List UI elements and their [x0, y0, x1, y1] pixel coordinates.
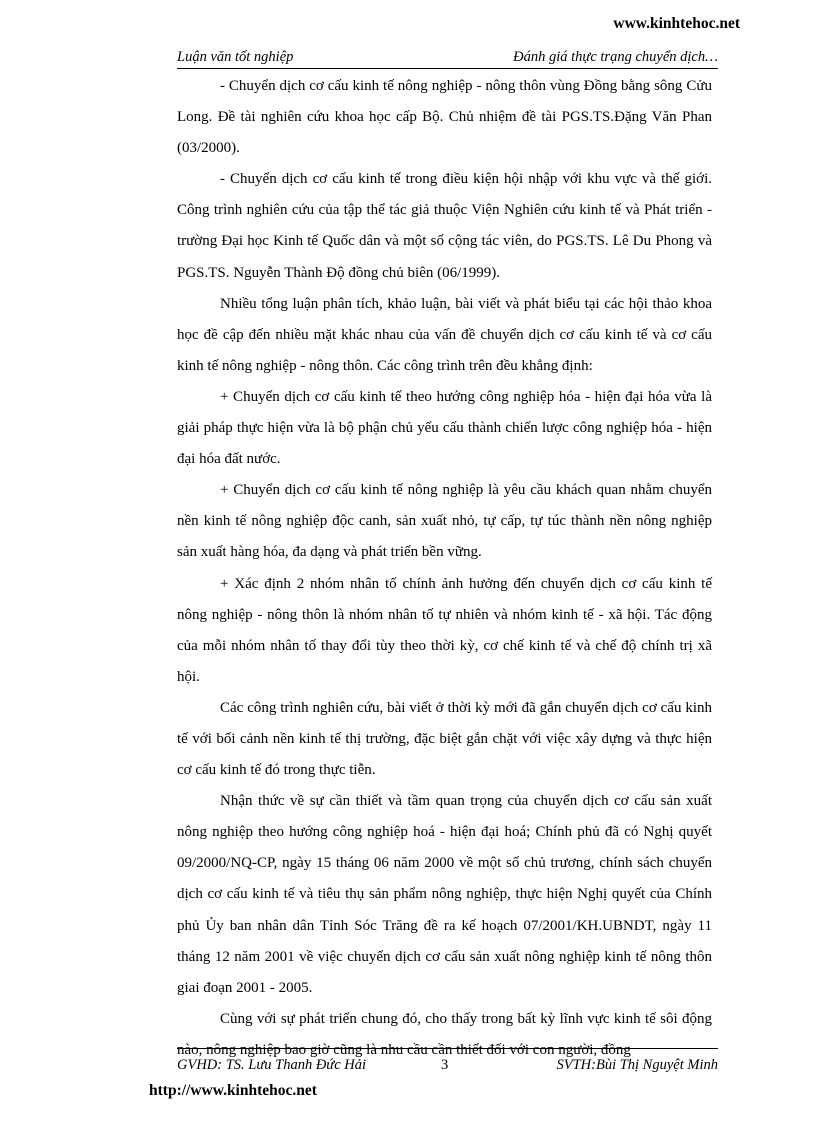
- site-url-top: www.kinhtehoc.net: [613, 15, 740, 32]
- paragraph: Cùng với sự phát triển chung đó, cho thấy trong bất kỳ lĩnh vực kinh tế sôi động nào, nông nghiệp bao giờ cũng là nhu cầu cần thiết đối với con người, đồng: [177, 1010, 712, 1058]
- paragraph: - Chuyển dịch cơ cấu kinh tế nông nghiệp - nông thôn vùng Đồng bằng sông Cửu Long. Đề tài nghiên cứu khoa học cấp Bộ. Chủ nhiệm đề tài PGS.TS.Đặng Văn Phan (03/2000).: [177, 78, 712, 157]
- paragraph: Các công trình nghiên cứu, bài viết ở thời kỳ mới đã gắn chuyển dịch cơ cấu kinh tế với bối cảnh nền kinh tế thị trường, đặc biệt gắn chặt với việc xây dựng và thực hiện cơ cấu kinh tế đó trong thực tiễn.: [177, 699, 712, 779]
- page-number: 3: [441, 1057, 449, 1073]
- paragraph: + Xác định 2 nhóm nhân tố chính ảnh hưởng đến chuyển dịch cơ cấu kinh tế nông nghiệp - nông thôn là nhóm nhân tố tự nhiên và nhóm kinh tế - xã hội. Tác động của mỗi nhóm nhân tố thay đổi tùy theo thời kỳ, cơ chế kinh tế và chế độ chính trị xã hội.: [177, 575, 712, 685]
- paragraph: + Chuyển dịch cơ cấu kinh tế nông nghiệp là yêu cầu khách quan nhằm chuyển nền kinh tế nông nghiệp độc canh, sản xuất nhỏ, tự cấp, tự túc thành nền nông nghiệp sản xuất hàng hóa, đa dạng và phát triển bền vững.: [177, 482, 712, 561]
- header-chapter-title: Đánh giá thực trạng chuyển dịch…: [513, 49, 718, 65]
- page-body: [177, 71, 712, 1066]
- footer-advisor: GVHD: TS. Lưu Thanh Đức Hải: [177, 1057, 367, 1073]
- paragraph: - Chuyển dịch cơ cấu kinh tế trong điều kiện hội nhập với khu vực và thế giới. Công trình nghiên cứu của tập thể tác giả thuộc Viện Nghiên cứu kinh tế và Phát triển - trường Đại học Kinh tế Quốc dân và một số cộng tác viên, do PGS.TS. Lê Du Phong và PGS.TS. Nguyễn Thành Độ đồng chủ biên (06/1999).: [177, 171, 712, 281]
- paragraph: Nhiều tổng luận phân tích, khảo luận, bài viết và phát biểu tại các hội thảo khoa học đề cập đến nhiều mặt khác nhau của vấn đề chuyển dịch cơ cấu kinh tế và cơ cấu kinh tế nông nghiệp - nông thôn. Các công trình trên đều khẳng định:: [177, 295, 712, 374]
- page-footer: [177, 1048, 718, 1073]
- paragraph: Nhận thức về sự cần thiết và tầm quan trọng của chuyển dịch cơ cấu sản xuất nông nghiệp theo hướng công nghiệp hoá - hiện đại hoá; Chính phủ đã có Nghị quyết 09/2000/NQ-CP, ngày 15 tháng 06 năm 2000 về một số chủ trương, chính sách chuyển dịch cơ cấu kinh tế và tiêu thụ sản phẩm nông nghiệp, thực hiện Nghị quyết của Chính phủ Ủy ban nhân dân Tỉnh Sóc Trăng đề ra kế hoạch 07/2001/KH.UBNDT, ngày 11 tháng 12 năm 2001 về việc chuyển dịch cơ cấu sản xuất nông nghiệp kinh tế nông thôn giai đoạn 2001 - 2005.: [177, 793, 712, 996]
- site-url-bottom[interactable]: http://www.kinhtehoc.net: [149, 1082, 317, 1099]
- header-thesis-label: Luận văn tốt nghiệp: [177, 49, 294, 65]
- footer-student: SVTH:Bùi Thị Nguyệt Minh: [556, 1057, 718, 1073]
- paragraph: + Chuyển dịch cơ cấu kinh tế theo hướng công nghiệp hóa - hiện đại hóa vừa là giải pháp thực hiện vừa là bộ phận chủ yếu cấu thành chiến lược công nghiệp hóa - hiện đại hóa đất nước.: [177, 388, 712, 468]
- page-header: [177, 48, 718, 69]
